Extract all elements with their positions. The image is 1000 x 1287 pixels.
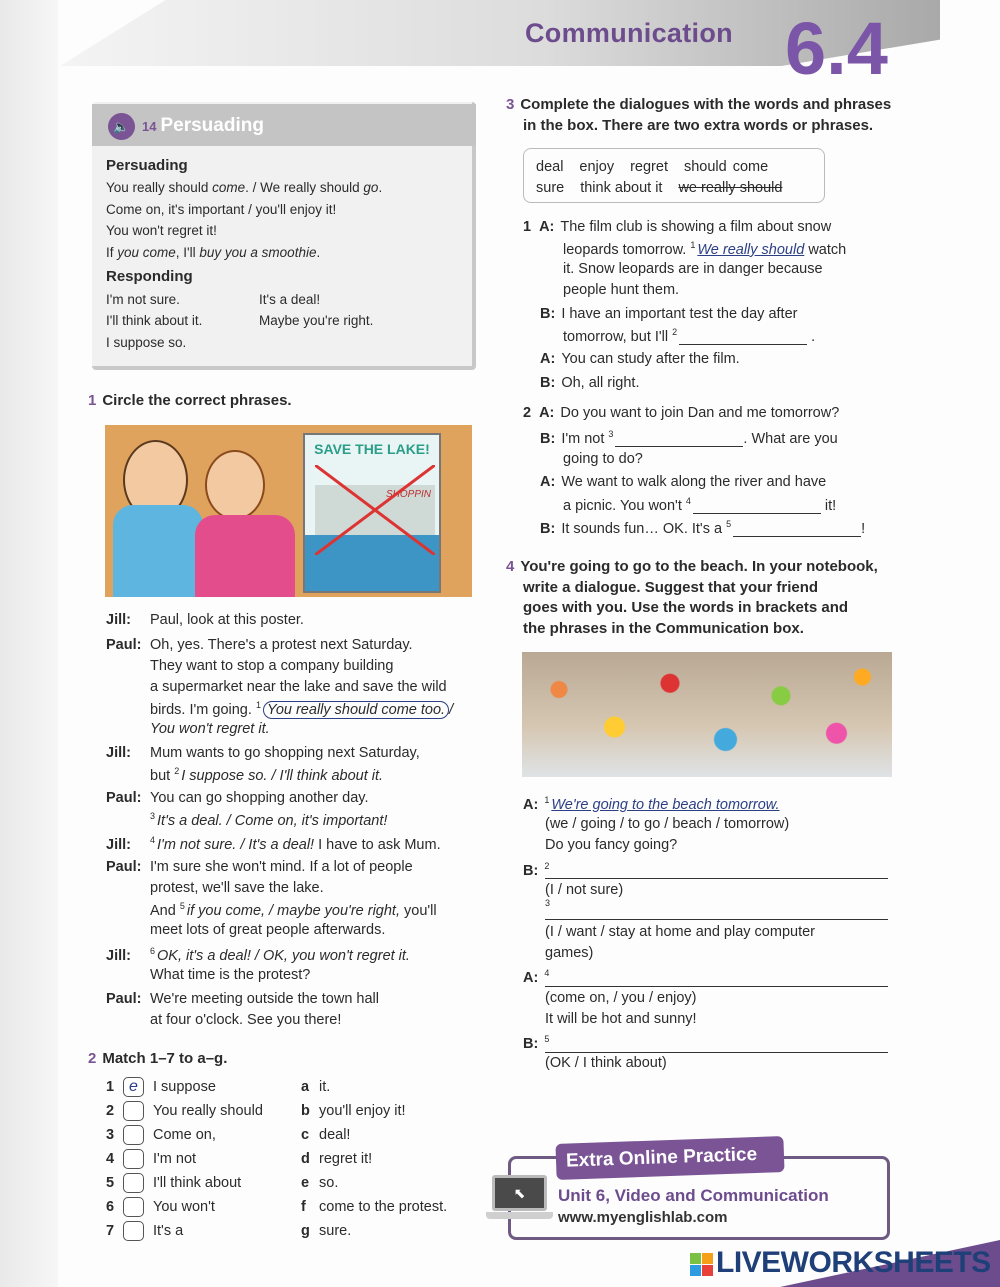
match-number: 2 xyxy=(106,1103,115,1119)
match-letter: c xyxy=(301,1127,310,1143)
match-letter: d xyxy=(301,1151,310,1167)
laptop-cursor-icon: ⬉ xyxy=(492,1175,547,1211)
poster xyxy=(303,433,441,593)
match-number: 4 xyxy=(106,1151,115,1167)
dialogue-line: A: We want to walk along the river and have xyxy=(540,474,827,490)
audio-speaker-icon[interactable]: 🔈 xyxy=(108,113,135,140)
match-number: 5 xyxy=(106,1175,115,1191)
poster-title: SAVE THE LAKE! xyxy=(314,441,430,457)
match-answer-box[interactable] xyxy=(123,1077,144,1097)
blank-3-input[interactable] xyxy=(615,430,743,447)
answer-filled[interactable]: We really should xyxy=(697,241,805,258)
word-box-row xyxy=(536,159,768,175)
blank-5-input[interactable] xyxy=(733,520,861,537)
dialogue-line: $^3$ It's a deal. / Come on, it's important! xyxy=(150,811,388,829)
exercise-4-heading-line: the phrases in the Communication box. xyxy=(523,620,804,637)
exercise-4-heading: 4 You're going to go to the beach. In your notebook, xyxy=(506,558,878,575)
responding-phrase: I'm not sure. xyxy=(106,292,180,307)
dialogue-line: B: Oh, all right. xyxy=(540,375,640,391)
dialogue-line: And $^5$ if you come, / maybe you're right, you'll xyxy=(150,901,437,919)
protest-poster-illustration xyxy=(105,425,472,597)
match-letter: g xyxy=(301,1223,310,1239)
shop-sign: SHOPPIN xyxy=(315,485,435,535)
answer-filled[interactable]: We're going to the beach tomorrow. xyxy=(551,796,780,813)
responding-phrase: Maybe you're right. xyxy=(259,313,374,328)
word: sure xyxy=(536,180,565,196)
dialogue-line: They want to stop a company building xyxy=(150,658,394,674)
match-left-phrase: I'm not xyxy=(153,1151,197,1167)
match-right-phrase: sure. xyxy=(319,1223,352,1239)
match-number: 1 xyxy=(106,1079,115,1095)
answer-2-input[interactable] xyxy=(545,862,888,879)
dialogue-line: a supermarket near the lake and save the wild xyxy=(150,679,447,695)
word: should come xyxy=(683,159,769,175)
match-answer-box[interactable] xyxy=(123,1101,144,1121)
dialogue-line: 1 A: The film club is showing a film about snow xyxy=(523,219,832,235)
persuading-phrase: Come on, it's important / you'll enjoy it! xyxy=(106,202,337,217)
match-left-phrase: It's a xyxy=(153,1223,184,1239)
liveworksheets-squares-icon xyxy=(690,1253,713,1276)
exercise-3-heading: 3 Complete the dialogues with the words and phrases xyxy=(506,96,892,113)
match-right-phrase: come to the protest. xyxy=(319,1199,448,1215)
option[interactable]: I'm not sure. / It's a deal! xyxy=(157,836,315,853)
match-left-phrase: I'll think about xyxy=(153,1175,242,1191)
answer-3-input[interactable] xyxy=(545,903,888,920)
word: regret xyxy=(630,159,668,175)
extra-practice-title: Unit 6, Video and Communication xyxy=(558,1186,829,1205)
dialogue-line: but $^2$ I suppose so. / I'll think about it. xyxy=(150,766,384,784)
dialogue-line: Paul: I'm sure she won't mind. If a lot of people xyxy=(106,859,413,875)
dialogue-line: people hunt them. xyxy=(563,282,680,298)
option-circled[interactable]: You really should come too. xyxy=(263,701,449,719)
dialogue-line: a picnic. You won't $^4$ it! xyxy=(563,496,837,514)
dialogue-line: it. Snow leopards are in danger because xyxy=(563,261,823,277)
responding-phrase: I suppose so. xyxy=(106,335,187,350)
exercise-3-heading-line2: in the box. There are two extra words or phrases. xyxy=(523,117,874,134)
option[interactable]: It's a deal. / Come on, it's important! xyxy=(157,812,388,829)
liveworksheets-logo: LIVEWORKSHEETS xyxy=(690,1246,991,1280)
paul-shirt xyxy=(113,505,203,597)
match-left-phrase: I suppose xyxy=(153,1079,216,1095)
match-answer-box[interactable] xyxy=(123,1125,144,1145)
scan-edge xyxy=(0,0,58,1287)
dialogue-line: B: I'm not $^3$ . What are you xyxy=(540,429,838,447)
blank-4-input[interactable] xyxy=(693,497,821,514)
persuading-phrase: You won't regret it! xyxy=(106,223,217,238)
responding-heading: Responding xyxy=(106,268,193,285)
persuading-phrase: If you come, I'll buy you a smoothie. xyxy=(106,245,321,260)
option[interactable]: You won't regret it. xyxy=(150,721,270,737)
persuading-heading: Persuading xyxy=(106,157,188,174)
exercise-2-heading: 2 Match 1–7 to a–g. xyxy=(88,1050,228,1067)
unit-number: 6.4 xyxy=(785,7,888,90)
match-answer-box[interactable] xyxy=(123,1173,144,1193)
answer-4-input[interactable] xyxy=(545,970,888,987)
answer-5-input[interactable] xyxy=(545,1036,888,1053)
match-number: 6 xyxy=(106,1199,115,1215)
match-number: 7 xyxy=(106,1223,115,1239)
option[interactable]: if you come, / maybe you're right, xyxy=(186,902,400,919)
responding-phrase: It's a deal! xyxy=(259,292,321,307)
dialogue-line: Jill: Mum wants to go shopping next Saturday, xyxy=(106,745,420,761)
red-cross-icon xyxy=(315,465,435,555)
hint: (I / want / stay at home and play computer xyxy=(545,924,815,940)
dialogue-line: Paul: You can go shopping another day. xyxy=(106,790,369,806)
hint: games) xyxy=(545,945,594,961)
dialogue-line: Jill: $^4$ I'm not sure. / It's a deal! I have to ask Mum. xyxy=(106,835,441,853)
track-number: 14 xyxy=(142,119,157,134)
dialogue-line: 2 A: Do you want to join Dan and me tomorrow? xyxy=(523,405,840,421)
hint: (OK / I think about) xyxy=(545,1055,667,1071)
match-answer-box[interactable] xyxy=(123,1221,144,1241)
word: enjoy xyxy=(579,159,615,175)
dialogue-line: birds. I'm going. $^1$ You really should come too. / xyxy=(150,700,454,718)
extra-practice-tab: Extra Online Practice xyxy=(555,1136,784,1180)
word-struck: we really should xyxy=(678,180,783,196)
hint: (come on, / you / enjoy) xyxy=(545,990,697,1006)
writing-line-5: B: $^5$ xyxy=(523,1034,550,1052)
dialogue-line: What time is the protest? xyxy=(150,967,311,983)
match-right-phrase: it. xyxy=(319,1079,331,1095)
crowded-beach-photo xyxy=(522,652,892,777)
dialogue-line: Jill: $^6$ OK, it's a deal! / OK, you won't regret it. xyxy=(106,946,410,964)
match-answer-box[interactable] xyxy=(123,1149,144,1169)
dialogue-line: It will be hot and sunny! xyxy=(545,1011,697,1027)
laptop-base xyxy=(486,1212,553,1219)
dialogue-line: Do you fancy going? xyxy=(545,837,678,853)
communication-box-title xyxy=(142,115,264,137)
page-title: Communication xyxy=(525,18,733,48)
exercise-4-heading-line: write a dialogue. Suggest that your friend xyxy=(523,579,819,596)
persuading-phrase: You really should come. / We really should go. xyxy=(106,180,383,195)
match-right-phrase: you'll enjoy it! xyxy=(319,1103,406,1119)
match-left-phrase: Come on, xyxy=(153,1127,216,1143)
dialogue-line: Jill: Paul, look at this poster. xyxy=(106,612,304,628)
match-letter: f xyxy=(301,1199,306,1215)
dialogue-line: tomorrow, but I'll $^2$ . xyxy=(563,327,816,345)
blank-2-input[interactable] xyxy=(679,328,807,345)
word: think about it xyxy=(580,180,663,196)
match-letter: b xyxy=(301,1103,310,1119)
dialogue-line: leopards tomorrow. $^1$ We really should watch xyxy=(563,240,847,258)
writing-line-3: 3 xyxy=(545,898,551,908)
word-box-row xyxy=(536,180,782,196)
dialogue-line: meet lots of great people afterwards. xyxy=(150,922,386,938)
hint: (we / going / to go / beach / tomorrow) xyxy=(545,816,790,832)
match-letter: e xyxy=(301,1175,310,1191)
match-right-phrase: so. xyxy=(319,1175,339,1191)
match-right-phrase: deal! xyxy=(319,1127,351,1143)
writing-line-2: B: $^2$ xyxy=(523,861,550,879)
hint: (I / not sure) xyxy=(545,882,624,898)
writing-line-4: A: $^4$ xyxy=(523,968,550,986)
option[interactable]: OK, it's a deal! / OK, you won't regret it. xyxy=(157,947,410,964)
dialogue-line: Paul: We're meeting outside the town hall xyxy=(106,991,379,1007)
exercise-4-heading-line: goes with you. Use the words in brackets and xyxy=(523,599,849,616)
jill-figure xyxy=(205,450,265,520)
exercise-1-heading: 1 Circle the correct phrases. xyxy=(88,392,292,409)
match-right-phrase: regret it! xyxy=(319,1151,373,1167)
dialogue-line: at four o'clock. See you there! xyxy=(150,1012,342,1028)
writing-line-1: A: $^1$ We're going to the beach tomorrow. xyxy=(523,795,780,813)
dialogue-line: A: You can study after the film. xyxy=(540,351,740,367)
dialogue-line: Paul: Oh, yes. There's a protest next Saturday. xyxy=(106,637,413,653)
responding-phrase: I'll think about it. xyxy=(106,313,203,328)
match-answer-box[interactable] xyxy=(123,1197,144,1217)
dialogue-line: B: It sounds fun… OK. It's a $^5$ ! xyxy=(540,519,866,537)
match-number: 3 xyxy=(106,1127,115,1143)
jill-shirt xyxy=(195,515,295,597)
dialogue-line: protest, we'll save the lake. xyxy=(150,880,324,896)
dialogue-line: B: I have an important test the day after xyxy=(540,306,798,322)
match-letter: a xyxy=(301,1079,310,1095)
dialogue-line: going to do? xyxy=(563,451,643,467)
box-title-text: Persuading xyxy=(160,115,264,136)
match-left-phrase: You won't xyxy=(153,1199,215,1215)
match-left-phrase: You really should xyxy=(153,1103,263,1119)
option[interactable]: I suppose so. / I'll think about it. xyxy=(181,767,384,784)
extra-practice-url[interactable]: www.myenglishlab.com xyxy=(558,1209,728,1226)
word: deal xyxy=(536,159,564,175)
